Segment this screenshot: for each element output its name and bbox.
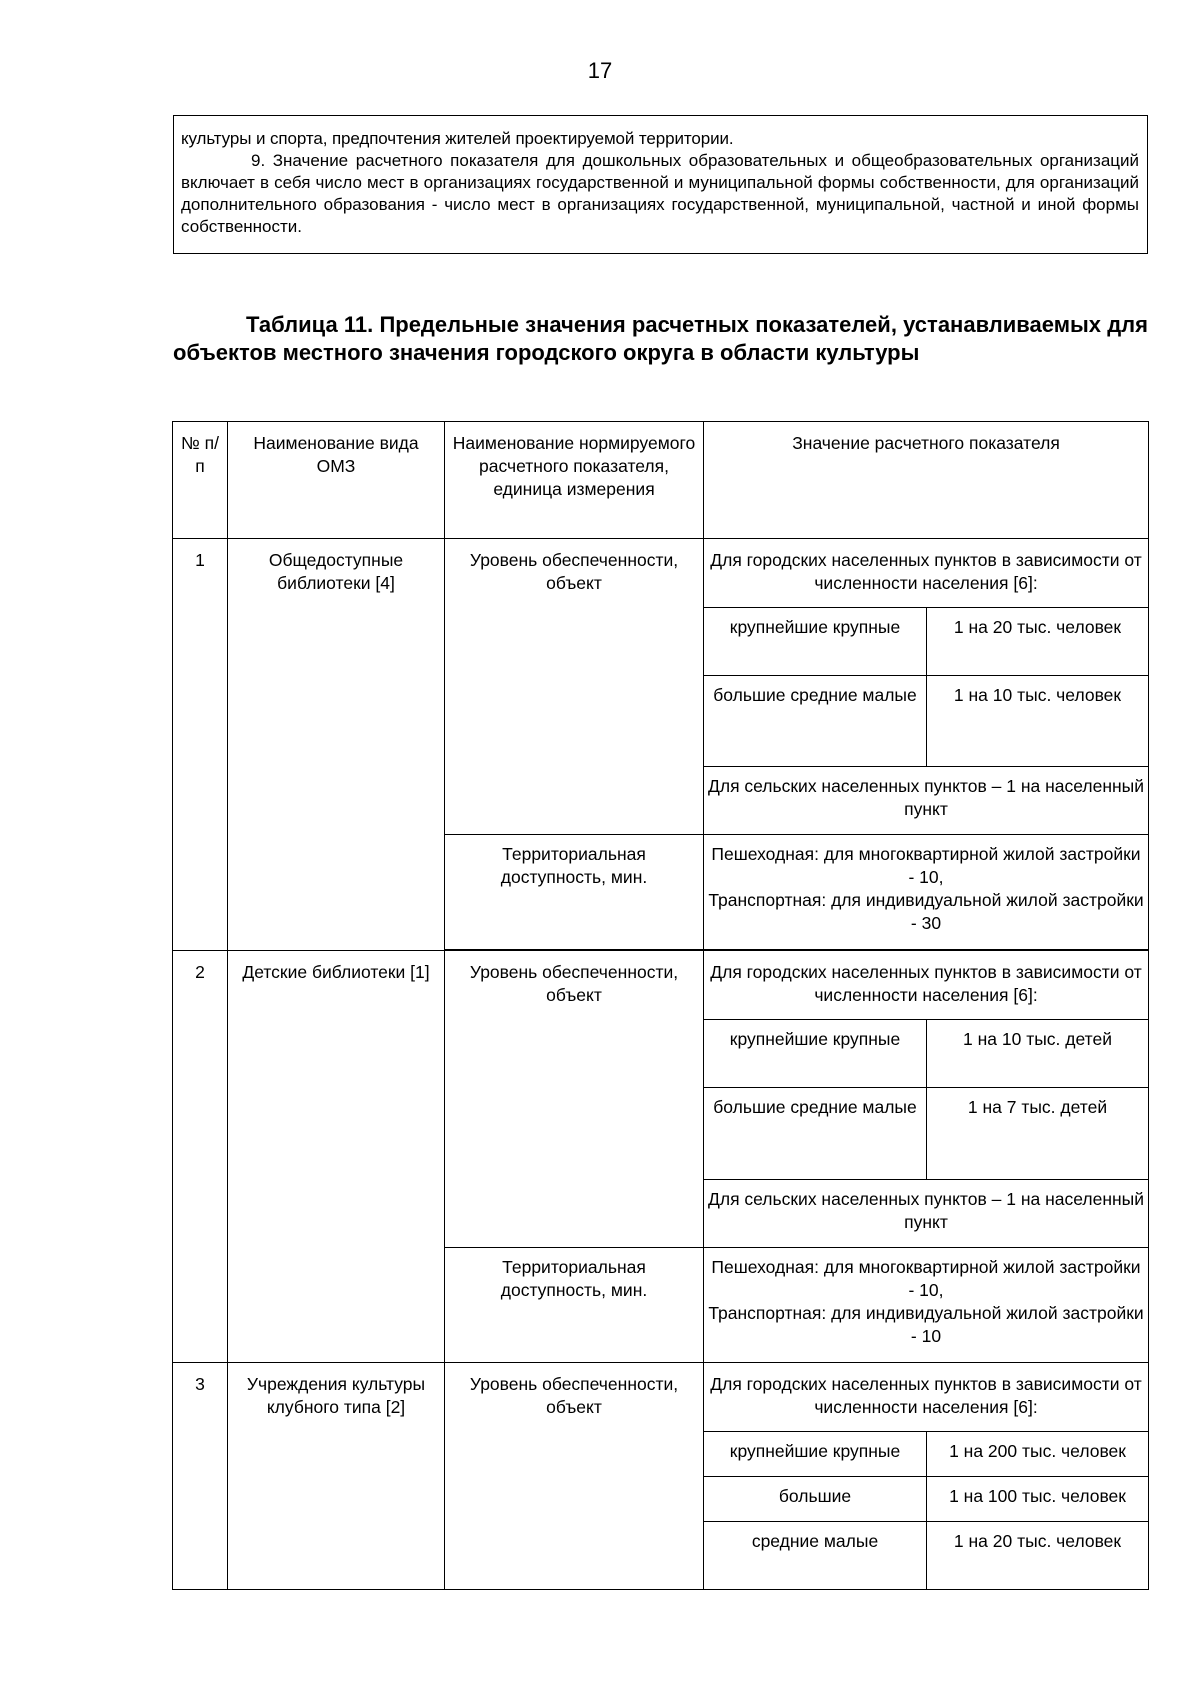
norm-value: 1 на 10 тыс. детей <box>927 1020 1149 1088</box>
rural-norm: Для сельских населенных пунктов – 1 на населенный пункт <box>704 767 1149 835</box>
header-omz: Наименование вида ОМЗ <box>228 422 445 539</box>
indicator-access: Территориальная доступность, мин. <box>445 1248 704 1363</box>
settlement-category: крупнейшие крупные <box>704 1020 927 1088</box>
settlement-category: большие <box>704 1477 927 1522</box>
settlement-category: крупнейшие крупные <box>704 608 927 676</box>
table-row <box>173 539 1149 608</box>
row-number: 3 <box>173 1363 228 1590</box>
indicator-supply: Уровень обеспеченности, объект <box>445 951 704 1248</box>
norm-value: 1 на 20 тыс. человек <box>927 1522 1149 1590</box>
norm-value: 1 на 20 тыс. человек <box>927 608 1149 676</box>
indicator-supply: Уровень обеспеченности, объект <box>445 539 704 835</box>
header-value: Значение расчетного показателя <box>704 422 1149 539</box>
row-number: 2 <box>173 951 228 1363</box>
settlement-category: крупнейшие крупные <box>704 1432 927 1477</box>
access-transport: Транспортная: для индивидуальной жилой застройки - 10 <box>708 1303 1144 1346</box>
culture-indicators-table <box>172 421 1149 1590</box>
norm-value: 1 на 10 тыс. человек <box>927 676 1149 767</box>
settlement-category: большие средние малые <box>704 1088 927 1180</box>
note-box <box>173 115 1148 254</box>
indicator-supply: Уровень обеспеченности, объект <box>445 1363 704 1590</box>
settlement-category: средние малые <box>704 1522 927 1590</box>
omz-name: Общедоступные библиотеки [4] <box>228 539 445 951</box>
urban-intro: Для городских населенных пунктов в зависимости от численности населения [6]: <box>704 1363 1149 1432</box>
omz-name: Учреждения культуры клубного типа [2] <box>228 1363 445 1590</box>
urban-intro: Для городских населенных пунктов в зависимости от численности населения [6]: <box>704 951 1149 1020</box>
access-value <box>704 1248 1149 1363</box>
access-transport: Транспортная: для индивидуальной жилой застройки - 30 <box>708 890 1144 933</box>
norm-value: 1 на 200 тыс. человек <box>927 1432 1149 1477</box>
note-paragraph: 9. Значение расчетного показателя для дошкольных образовательных и общеобразовательных организаций включает в себя число мест в организациях государственной и муниципальной формы собственности, для организаций дополнительного образования - число мест в организациях государственной, муниципальной, частной и иной формы собственности. <box>181 151 1139 236</box>
rural-norm: Для сельских населенных пунктов – 1 на населенный пункт <box>704 1180 1149 1248</box>
header-num: № п/п <box>173 422 228 539</box>
access-walk: Пешеходная: для многоквартирной жилой застройки - 10, <box>711 1257 1141 1300</box>
indicator-access: Территориальная доступность, мин. <box>445 835 704 950</box>
table-row <box>173 1363 1149 1432</box>
norm-value: 1 на 100 тыс. человек <box>927 1477 1149 1522</box>
urban-intro: Для городских населенных пунктов в зависимости от численности населения [6]: <box>704 539 1149 608</box>
omz-name: Детские библиотеки [1] <box>228 951 445 1363</box>
page-number: 17 <box>587 58 613 83</box>
row-number: 1 <box>173 539 228 951</box>
table-title: Таблица 11. Предельные значения расчетных показателей, устанавливаемых для объектов местного значения городского округа в области культуры <box>173 312 1148 365</box>
settlement-category: большие средние малые <box>704 676 927 767</box>
norm-value: 1 на 7 тыс. детей <box>927 1088 1149 1180</box>
header-indicator: Наименование нормируемого расчетного показателя, единица измерения <box>445 422 704 539</box>
access-walk: Пешеходная: для многоквартирной жилой застройки - 10, <box>711 844 1141 887</box>
table-row <box>173 951 1149 1020</box>
note-line: культуры и спорта, предпочтения жителей проектируемой территории. <box>181 129 734 148</box>
access-value <box>704 835 1149 950</box>
table-header-row <box>173 422 1149 539</box>
